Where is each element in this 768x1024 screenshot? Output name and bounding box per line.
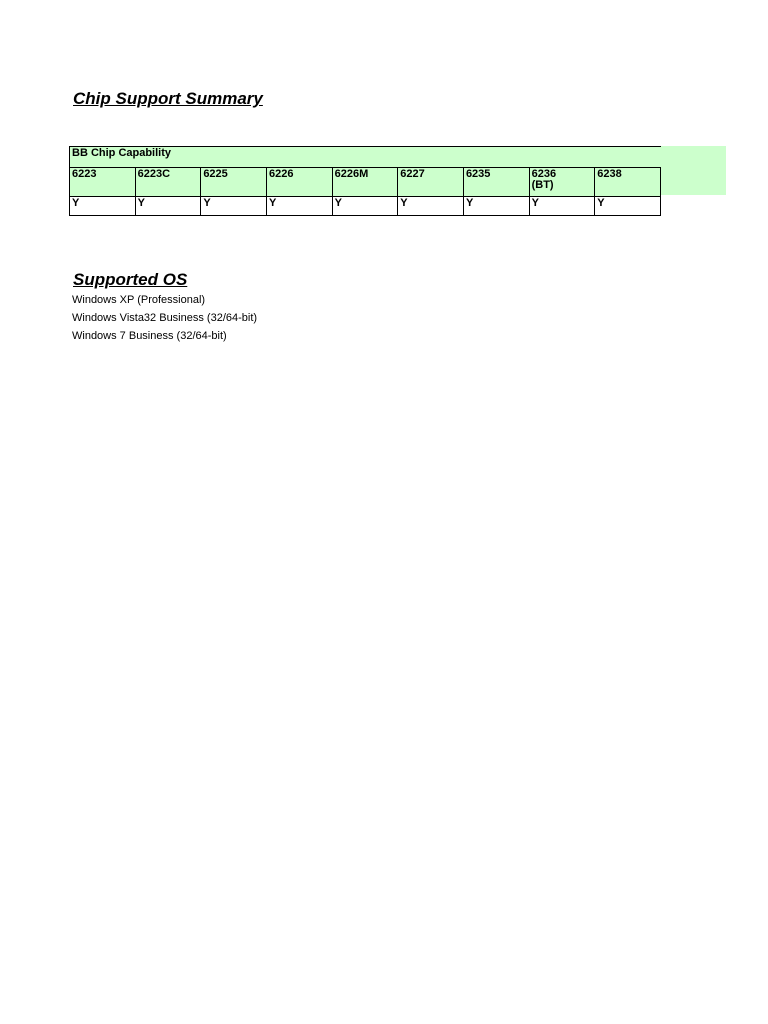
capability-caption: BB Chip Capability bbox=[70, 147, 661, 168]
supported-os-list bbox=[72, 294, 257, 348]
support-value-cell: Y bbox=[398, 197, 464, 216]
chip-model-cell: 6226M bbox=[332, 168, 398, 197]
supported-os-heading: Supported OS bbox=[73, 270, 188, 289]
chip-model-cell: 6236 (BT) bbox=[529, 168, 595, 197]
support-value-cell: Y bbox=[266, 197, 332, 216]
chip-model-cell: 6238 bbox=[595, 168, 661, 197]
support-value-cell: Y bbox=[135, 197, 201, 216]
header-fill-extension bbox=[660, 146, 726, 195]
support-value-cell: Y bbox=[529, 197, 595, 216]
support-value-row bbox=[70, 197, 661, 216]
chip-model-cell: 6226 bbox=[266, 168, 332, 197]
support-value-cell: Y bbox=[463, 197, 529, 216]
chip-model-cell: 6223C bbox=[135, 168, 201, 197]
capability-caption-row bbox=[70, 147, 661, 168]
os-list-item: Windows 7 Business (32/64-bit) bbox=[72, 330, 227, 342]
chip-support-heading: Chip Support Summary bbox=[73, 89, 263, 108]
support-value-cell: Y bbox=[70, 197, 136, 216]
chip-model-cell: 6235 bbox=[463, 168, 529, 197]
support-value-cell: Y bbox=[332, 197, 398, 216]
os-list-item: Windows XP (Professional) bbox=[72, 294, 206, 306]
os-list-item: Windows Vista32 Business (32/64-bit) bbox=[72, 312, 258, 324]
chip-model-cell: 6225 bbox=[201, 168, 267, 197]
chip-capability-table bbox=[69, 146, 661, 216]
chip-model-cell: 6223 bbox=[70, 168, 136, 197]
chip-model-cell: 6227 bbox=[398, 168, 464, 197]
support-value-cell: Y bbox=[201, 197, 267, 216]
support-value-cell: Y bbox=[595, 197, 661, 216]
chip-model-row bbox=[70, 168, 661, 197]
